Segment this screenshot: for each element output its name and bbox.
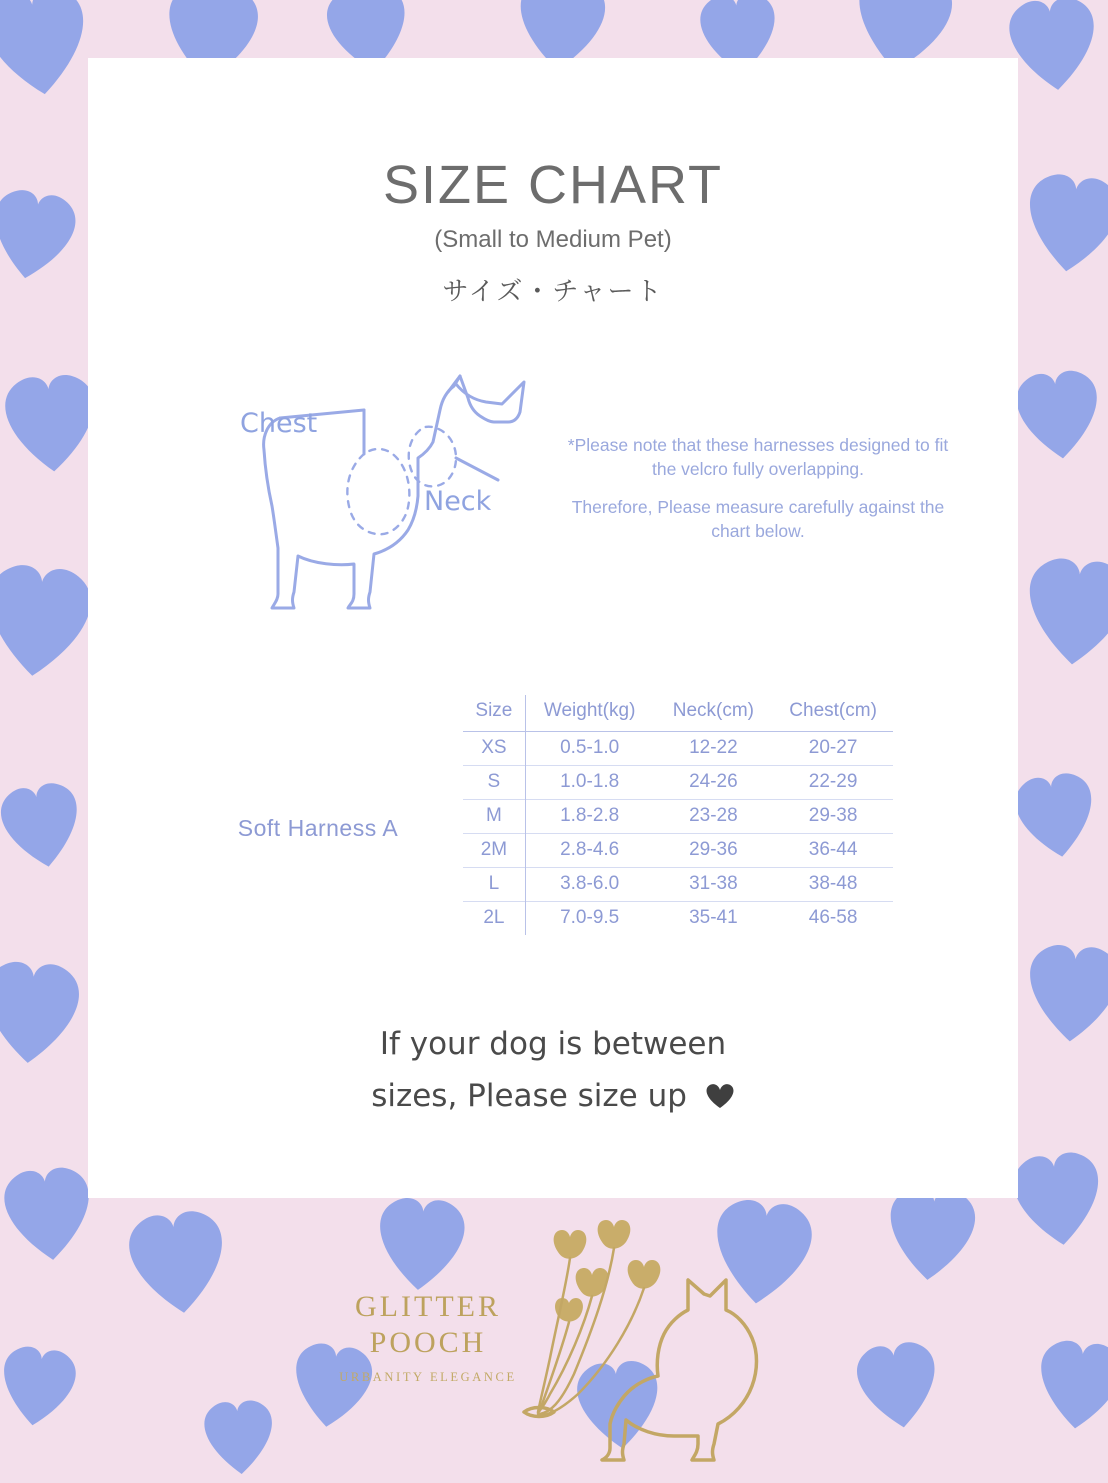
cell-size: L xyxy=(463,868,525,902)
page-subtitle: (Small to Medium Pet) xyxy=(434,226,672,253)
chest-label: Chest xyxy=(240,408,318,439)
measurement-note xyxy=(558,433,958,543)
cell-chest: 22-29 xyxy=(808,771,858,792)
cell-weight: 3.8-6.0 xyxy=(560,873,620,894)
size-up-note xyxy=(88,1018,1018,1122)
cell-neck: 35-41 xyxy=(689,907,738,928)
table-row xyxy=(463,868,893,902)
cell-chest: 36-44 xyxy=(808,839,858,860)
neck-label: Neck xyxy=(424,486,492,517)
size-up-note-line2-wrap xyxy=(88,1070,1018,1122)
cell-size: S xyxy=(463,766,525,800)
cell-chest: 20-27 xyxy=(808,737,858,758)
cell-weight: 0.5-1.0 xyxy=(560,737,620,758)
cell-chest: 29-38 xyxy=(808,805,858,826)
heart-icon xyxy=(705,1083,735,1109)
size-table-wrapper xyxy=(463,695,893,935)
brand-tagline: URBANITY ELEGANCE xyxy=(339,1370,517,1384)
cell-size: XS xyxy=(463,732,525,766)
cell-neck: 29-36 xyxy=(689,839,738,860)
brand-wordmark xyxy=(288,1290,568,1385)
brand-footer xyxy=(88,1198,1018,1478)
table-row xyxy=(463,902,893,936)
table-header-row xyxy=(463,695,893,732)
cell-neck: 24-26 xyxy=(689,771,738,792)
cell-chest: 46-58 xyxy=(808,907,858,928)
header-chest: Chest(cm) xyxy=(789,700,877,721)
header-neck: Neck(cm) xyxy=(672,700,754,721)
table-row xyxy=(463,732,893,766)
dog-illustration xyxy=(168,358,598,648)
size-up-note-line1: If your dog is between xyxy=(379,1026,727,1062)
table-row xyxy=(463,766,893,800)
cell-size: 2M xyxy=(463,834,525,868)
cell-neck: 23-28 xyxy=(689,805,738,826)
table-row xyxy=(463,834,893,868)
cell-weight: 2.8-4.6 xyxy=(560,839,620,860)
table-body xyxy=(463,732,893,936)
table-row xyxy=(463,800,893,834)
cell-weight: 1.8-2.8 xyxy=(560,805,620,826)
note-line-a: *Please note that these harnesses designed to fit the velcro fully overlapping. xyxy=(567,435,949,479)
page-subtitle-japanese: サイズ・チャート xyxy=(442,276,664,306)
note-line-b: Therefore, Please measure carefully against the chart below. xyxy=(571,497,945,541)
cell-chest: 38-48 xyxy=(808,873,858,894)
cell-size: M xyxy=(463,800,525,834)
cell-neck: 12-22 xyxy=(689,737,738,758)
size-up-note-line2: sizes, Please size up xyxy=(371,1078,687,1114)
header-size: Size xyxy=(463,695,525,732)
size-chart-card xyxy=(88,58,1018,1198)
brand-line1: GLITTER xyxy=(355,1290,501,1323)
table-head xyxy=(463,695,893,732)
cell-neck: 31-38 xyxy=(689,873,738,894)
page-title: SIZE CHART xyxy=(382,155,724,215)
cell-weight: 7.0-9.5 xyxy=(560,907,620,928)
product-name: Soft Harness A xyxy=(237,815,399,841)
size-table xyxy=(463,695,893,935)
cell-size: 2L xyxy=(463,902,525,936)
header-weight: Weight(kg) xyxy=(543,700,636,721)
brand-line2: POOCH xyxy=(369,1326,487,1359)
cell-weight: 1.0-1.8 xyxy=(560,771,620,792)
